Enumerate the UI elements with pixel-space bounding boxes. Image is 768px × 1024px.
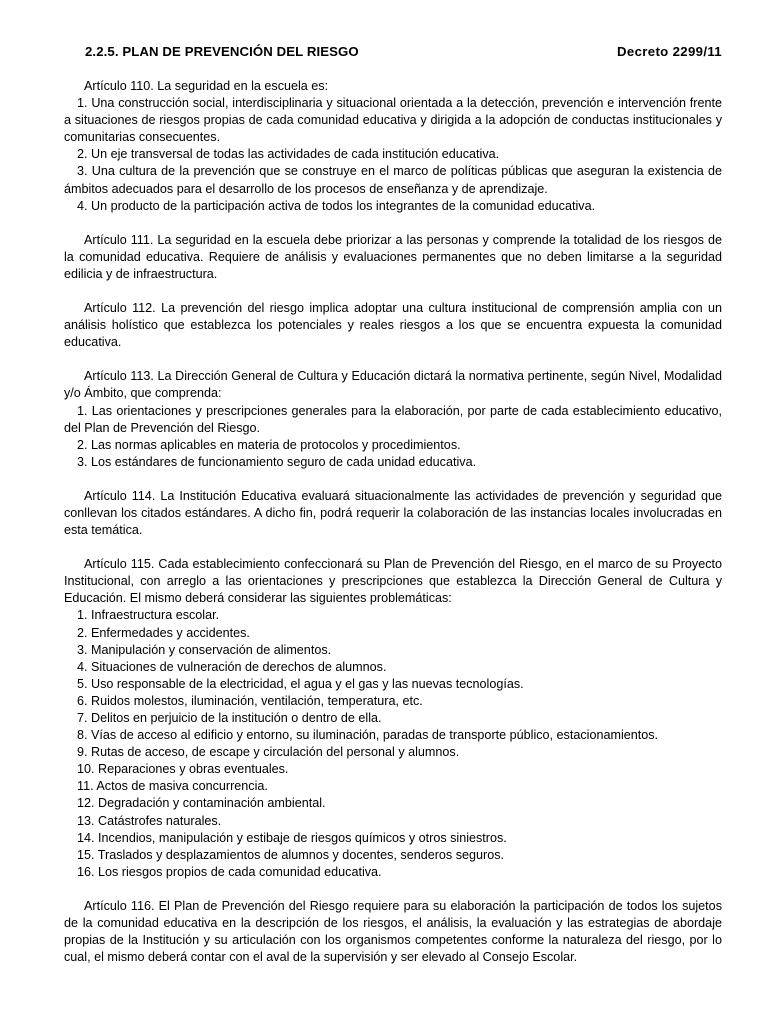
numbered-clause: 8. Vías de acceso al edificio y entorno, su iluminación, paradas de transporte público, estacionamientos. <box>77 728 659 743</box>
numbered-clause: 2. Enfermedades y accidentes. <box>77 625 250 640</box>
numbered-clause: 4. Un producto de la participación activa de todos los integrantes de la comunidad educativa. <box>77 198 596 213</box>
article-paragraph: Artículo 113. La Dirección General de Cultura y Educación dictará la normativa pertinente, según Nivel, Modalidad y/o Ámbito, que comprenda: <box>64 369 722 401</box>
numbered-clause: 13. Catástrofes naturales. <box>77 813 222 828</box>
numbered-clause: 1. Una construcción social, interdisciplinaria y situacional orientada a la detección, prevención e intervención frente a situaciones de riesgos propias de cada comunidad educativa y dirigida a la adopción de conductas institucionales y comunitarias consecuentes. <box>64 96 722 145</box>
article-paragraph: Artículo 114. La Institución Educativa evaluará situacionalmente las actividades de prevención y seguridad que conllevan los citados estándares. A dicho fin, podrá requerir la colaboración de las instancias locales involucradas en esta temática. <box>64 488 722 538</box>
numbered-clause: 12. Degradación y contaminación ambiental. <box>77 796 326 811</box>
numbered-clause: 10. Reparaciones y obras eventuales. <box>77 762 289 777</box>
article-paragraph: Artículo 111. La seguridad en la escuela debe priorizar a las personas y comprende la totalidad de los riesgos de la comunidad educativa. Requiere de análisis y evaluaciones permanentes que no deben limitarse a la seguridad edilicia y de infraestructura. <box>64 232 722 281</box>
article-paragraph: Artículo 116. El Plan de Prevención del Riesgo requiere para su elaboración la participación de todos los sujetos de la comunidad educativa en la descripción de los riesgos, el análisis, la evaluación y las estrategias de abordaje propias de la Institución y su articulación con los organismos competentes conforme la naturaleza del riesgo, por lo cual, el mismo deberá contar con el aval de la supervisión y ser elevado al Consejo Escolar. <box>64 898 722 965</box>
numbered-clause: 2. Un eje transversal de todas las actividades de cada institución educativa. <box>77 147 500 162</box>
document-header <box>85 44 722 60</box>
numbered-clause: 1. Infraestructura escolar. <box>77 608 220 623</box>
numbered-clause: 16. Los riesgos propios de cada comunidad educativa. <box>77 864 382 879</box>
article-paragraph: Artículo 112. La prevención del riesgo implica adoptar una cultura institucional de comprensión amplia con un análisis holístico que establezca los potenciales y reales riesgos a los que se encuentra expuesta la comunidad educativa. <box>64 301 722 350</box>
numbered-clause: 7. Delitos en perjuicio de la institución o dentro de ella. <box>77 711 382 725</box>
article-paragraph: Artículo 110. La seguridad en la escuela es: <box>84 79 329 93</box>
numbered-clause: 2. Las normas aplicables en materia de protocolos y procedimientos. <box>77 437 461 452</box>
numbered-clause: 3. Una cultura de la prevención que se construye en el marco de políticas públicas que aseguran la existencia de ámbitos adecuados para el desarrollo de los procesos de enseñanza y de aprendizaje. <box>64 164 722 196</box>
numbered-clause: 3. Manipulación y conservación de alimentos. <box>77 642 332 657</box>
numbered-clause: 15. Traslados y desplazamientos de alumnos y docentes, senderos seguros. <box>77 847 505 862</box>
decree-reference: Decreto 2299/11 <box>617 44 722 59</box>
numbered-clause: 5. Uso responsable de la electricidad, el agua y el gas y las nuevas tecnologías. <box>77 676 524 691</box>
numbered-clause: 4. Situaciones de vulneración de derechos de alumnos. <box>77 659 387 674</box>
numbered-clause: 3. Los estándares de funcionamiento seguro de cada unidad educativa. <box>77 454 477 469</box>
numbered-clause: 11. Actos de masiva concurrencia. <box>77 779 268 794</box>
numbered-clause: 1. Las orientaciones y prescripciones generales para la elaboración, por parte de cada establecimiento educativo, del Plan de Prevención del Riesgo. <box>64 403 722 435</box>
numbered-clause: 6. Ruidos molestos, iluminación, ventilación, temperatura, etc. <box>77 693 423 708</box>
document-body <box>64 78 722 966</box>
numbered-clause: 14. Incendios, manipulación y estibaje de riesgos químicos y otros siniestros. <box>77 830 507 845</box>
article-paragraph: Artículo 115. Cada establecimiento confeccionará su Plan de Prevención del Riesgo, en el marco de su Proyecto Institucional, con arreglo a las orientaciones y prescripciones que establezca la Dirección General de Cultura y Educación. El mismo deberá considerar las siguientes problemáticas: <box>64 557 722 606</box>
numbered-clause: 9. Rutas de acceso, de escape y circulación del personal y alumnos. <box>77 745 460 760</box>
page-title: 2.2.5. PLAN DE PREVENCIÓN DEL RIESGO <box>85 44 359 59</box>
